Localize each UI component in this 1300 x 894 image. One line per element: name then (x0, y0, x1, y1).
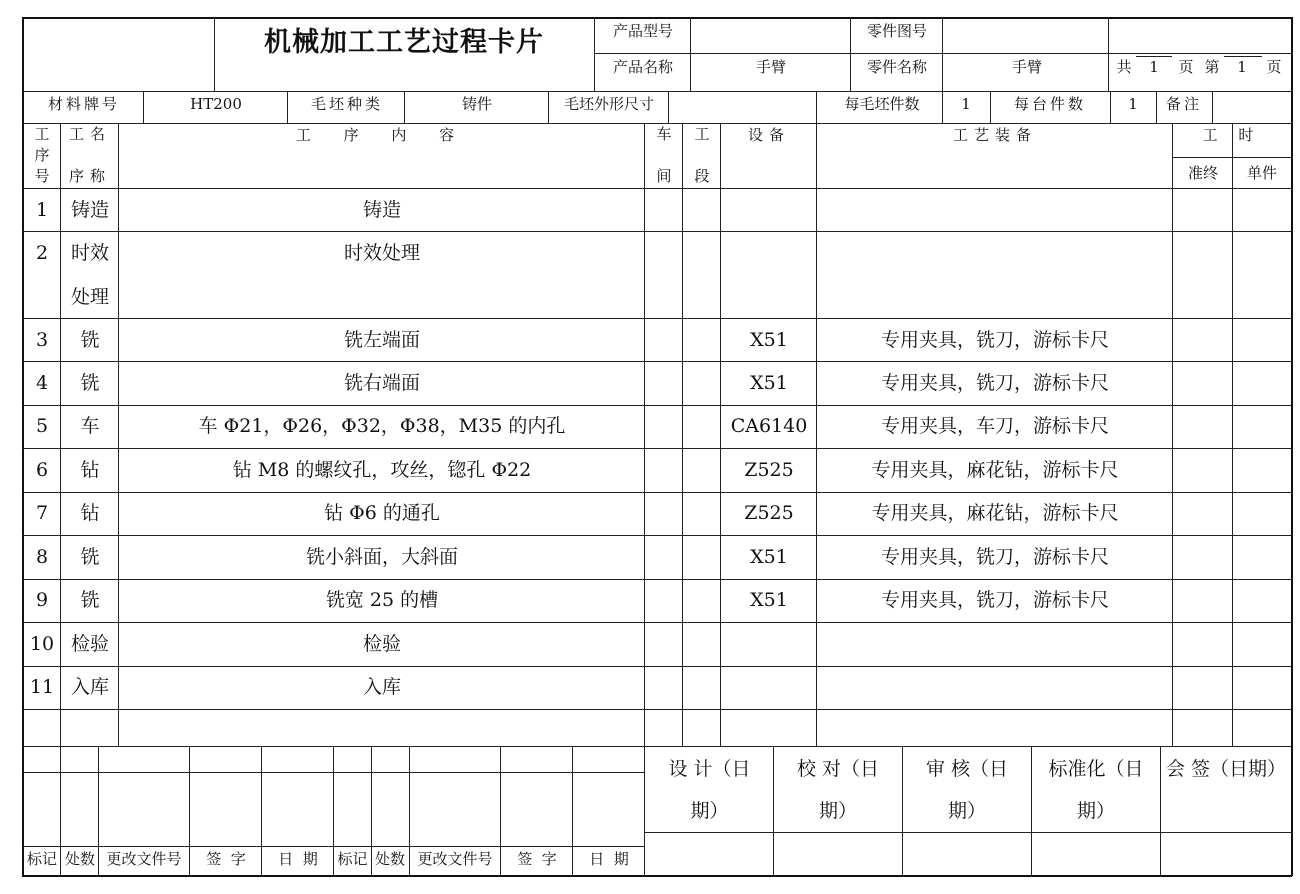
op-2-equipment (722, 233, 816, 273)
op-8-content: 铣小斜面，大斜面 (305, 545, 458, 568)
rev-header-docno-1: 更改文件号 (106, 849, 182, 868)
col-tooling-header: 工艺装备 (952, 125, 1037, 144)
blank-type-label: 毛坯种类 (310, 94, 383, 113)
op-6-name: 钻 (80, 458, 100, 481)
op-2-name: 时效 (70, 241, 109, 264)
op-4-no: 4 (35, 371, 49, 394)
op-2-tooling (818, 233, 1172, 273)
op-3-no: 3 (35, 328, 49, 351)
op-5-content: 车 Φ21，Φ26，Φ32，Φ38，M35 的内孔 (198, 414, 566, 437)
op-6-tooling: 专用夹具，麻花钻，游标卡尺 (871, 458, 1119, 481)
rev-header-docno-2: 更改文件号 (417, 849, 493, 868)
op-5-equipment: CA6140 (730, 414, 808, 437)
op-6-no: 6 (35, 458, 49, 481)
grid-line (22, 231, 1292, 232)
op-7-equipment: Z525 (744, 501, 794, 524)
op-3-content: 铣左端面 (343, 328, 420, 351)
sign-check-line-1: 校 对（日 (796, 757, 880, 780)
col-time-header: 工 时 (1202, 125, 1262, 144)
grid-line (816, 123, 817, 746)
col-equipment-header: 设备 (747, 125, 790, 144)
rev-header-count-2: 处数 (374, 849, 405, 868)
op-7-no: 7 (35, 501, 49, 524)
op-10-name: 检验 (70, 632, 109, 655)
op-8-tooling: 专用夹具，铣刀，游标卡尺 (880, 545, 1109, 568)
grid-line (60, 123, 61, 746)
grid-line (22, 772, 644, 773)
op-9-name: 铣 (80, 588, 100, 611)
rev-header-date-2: 日 期 (589, 849, 629, 868)
op-11-tooling (818, 667, 1172, 707)
col-name-line-2: 序称 (68, 166, 111, 185)
blank-size-value (669, 92, 819, 116)
op-1-equipment (722, 190, 816, 230)
grid-line (22, 875, 1292, 877)
grid-line (644, 123, 645, 746)
sign-design-line-1: 设 计（日 (668, 757, 751, 780)
total-label: 共 (1116, 57, 1132, 76)
grid-line (22, 188, 1292, 189)
grid-line (690, 17, 691, 91)
col-seq-char-3: 号 (34, 166, 50, 185)
grid-line (118, 123, 119, 746)
op-2-content: 时效处理 (343, 241, 420, 264)
page-unit-label: 页 (1178, 57, 1194, 76)
material-label: 材料牌号 (47, 94, 120, 113)
op-1-no: 1 (35, 198, 49, 221)
grid-line (22, 709, 1292, 710)
grid-line (22, 622, 1292, 623)
rev-header-sign-2: 签 字 (517, 849, 557, 868)
op-2-name-line-2: 处理 (70, 285, 109, 308)
col-workshop-2: 间 (656, 166, 672, 185)
per-unit-label: 每台件数 (1013, 94, 1086, 113)
card-title: 机械加工工艺过程卡片 (264, 26, 544, 58)
op-3-name: 铣 (80, 328, 100, 351)
op-6-content: 钻 M8 的螺纹孔，攻丝，锪孔 Φ22 (232, 458, 532, 481)
op-4-name: 铣 (80, 371, 100, 394)
product-model-label: 产品型号 (612, 21, 673, 40)
op-10-tooling (818, 624, 1172, 664)
grid-line (22, 17, 1292, 19)
sign-countersign-line-2 (1161, 796, 1291, 826)
total-pages: 1 (1149, 57, 1159, 76)
rev-header-date-1: 日 期 (278, 849, 318, 868)
op-1-tooling (818, 190, 1172, 230)
grid-line (22, 846, 644, 847)
grid-line (720, 123, 721, 746)
grid-line (644, 832, 1291, 833)
col-seq-char-1: 工 (34, 124, 50, 143)
grid-line (22, 535, 1292, 536)
sign-check-line-2: 期） (818, 799, 857, 822)
sign-review-line-2: 期） (947, 799, 986, 822)
product-name-label: 产品名称 (612, 57, 673, 76)
op-2-no: 2 (35, 241, 49, 264)
grid-line (1212, 91, 1213, 123)
op-10-equipment (722, 624, 816, 664)
grid-line (1226, 91, 1262, 92)
col-seq-char-2: 序 (34, 145, 50, 164)
op-4-equipment: X51 (750, 371, 788, 394)
rev-header-sign-1: 签 字 (206, 849, 246, 868)
op-4-tooling: 专用夹具，铣刀，游标卡尺 (880, 371, 1109, 394)
blank-size-label: 毛坯外形尺寸 (563, 94, 654, 113)
part-name-label: 零件名称 (866, 57, 927, 76)
op-9-no: 9 (35, 588, 49, 611)
grid-line (22, 746, 1292, 747)
part-drawing-value (944, 20, 1110, 42)
grid-line (682, 123, 683, 746)
op-3-tooling: 专用夹具，铣刀，游标卡尺 (880, 328, 1109, 351)
op-9-equipment: X51 (750, 588, 788, 611)
sign-design-line-2: 期） (690, 799, 729, 822)
remark-label: 备注 (1165, 94, 1202, 113)
sign-standard-line-2: 期） (1076, 799, 1115, 822)
col-name-line-1: 工名 (68, 124, 111, 143)
op-7-content: 钻 Φ6 的通孔 (324, 501, 440, 524)
col-content-header: 工 序 内 容 (295, 125, 469, 144)
rev-header-count-1: 处数 (64, 849, 95, 868)
op-3-equipment: X51 (750, 328, 788, 351)
col-section-1: 工 (694, 124, 710, 143)
col-unit-time: 单件 (1246, 163, 1277, 182)
page-label: 第 (1204, 57, 1220, 76)
grid-line (594, 53, 1291, 54)
grid-line (22, 361, 1292, 362)
part-drawing-label: 零件图号 (866, 21, 927, 40)
op-8-name: 铣 (80, 545, 100, 568)
per-blank-label: 每毛坯件数 (844, 94, 920, 113)
op-5-tooling: 专用夹具，车刀，游标卡尺 (880, 414, 1109, 437)
blank-type-value: 铸件 (461, 94, 492, 113)
product-model-value (692, 20, 850, 42)
rev-header-mark-2: 标记 (337, 849, 368, 868)
op-11-content: 入库 (362, 675, 401, 698)
page-unit-label-2: 页 (1266, 57, 1282, 76)
grid-line (1172, 157, 1291, 158)
material-value: HT200 (190, 94, 242, 113)
op-5-name: 车 (80, 414, 100, 437)
col-workshop-1: 车 (656, 124, 672, 143)
sign-review-line-1: 审 核（日 (925, 757, 1009, 780)
col-prep-time: 准终 (1187, 163, 1218, 182)
op-7-tooling: 专用夹具，麻花钻，游标卡尺 (871, 501, 1119, 524)
grid-line (22, 318, 1292, 319)
op-1-name: 铸造 (70, 198, 109, 221)
op-11-name: 入库 (70, 675, 109, 698)
op-6-equipment: Z525 (744, 458, 794, 481)
op-8-no: 8 (35, 545, 49, 568)
op-9-tooling: 专用夹具，铣刀，游标卡尺 (880, 588, 1109, 611)
product-name-value: 手臂 (755, 57, 786, 76)
grid-line (1291, 17, 1293, 876)
col-section-2: 段 (694, 166, 710, 185)
sign-countersign-line-1: 会 签（日期） (1165, 757, 1287, 780)
op-10-content: 检验 (362, 632, 401, 655)
page-number: 1 (1237, 57, 1247, 76)
op-5-no: 5 (35, 414, 49, 437)
per-unit-value: 1 (1128, 94, 1138, 113)
op-7-name: 钻 (80, 501, 100, 524)
op-1-content: 铸造 (362, 198, 401, 221)
op-4-content: 铣右端面 (343, 371, 420, 394)
op-11-equipment (722, 667, 816, 707)
part-name-value: 手臂 (1011, 57, 1042, 76)
grid-line (594, 17, 595, 91)
op-9-content: 铣宽 25 的槽 (325, 588, 439, 611)
grid-line (1172, 123, 1173, 746)
grid-line (22, 448, 1292, 449)
op-11-no: 11 (29, 675, 55, 698)
per-blank-value: 1 (961, 94, 971, 113)
grid-line (1232, 123, 1233, 746)
rev-header-mark-1: 标记 (26, 849, 57, 868)
op-10-no: 10 (29, 632, 55, 655)
sign-standard-line-1: 标准化（日 (1048, 757, 1144, 780)
op-8-equipment: X51 (750, 545, 788, 568)
